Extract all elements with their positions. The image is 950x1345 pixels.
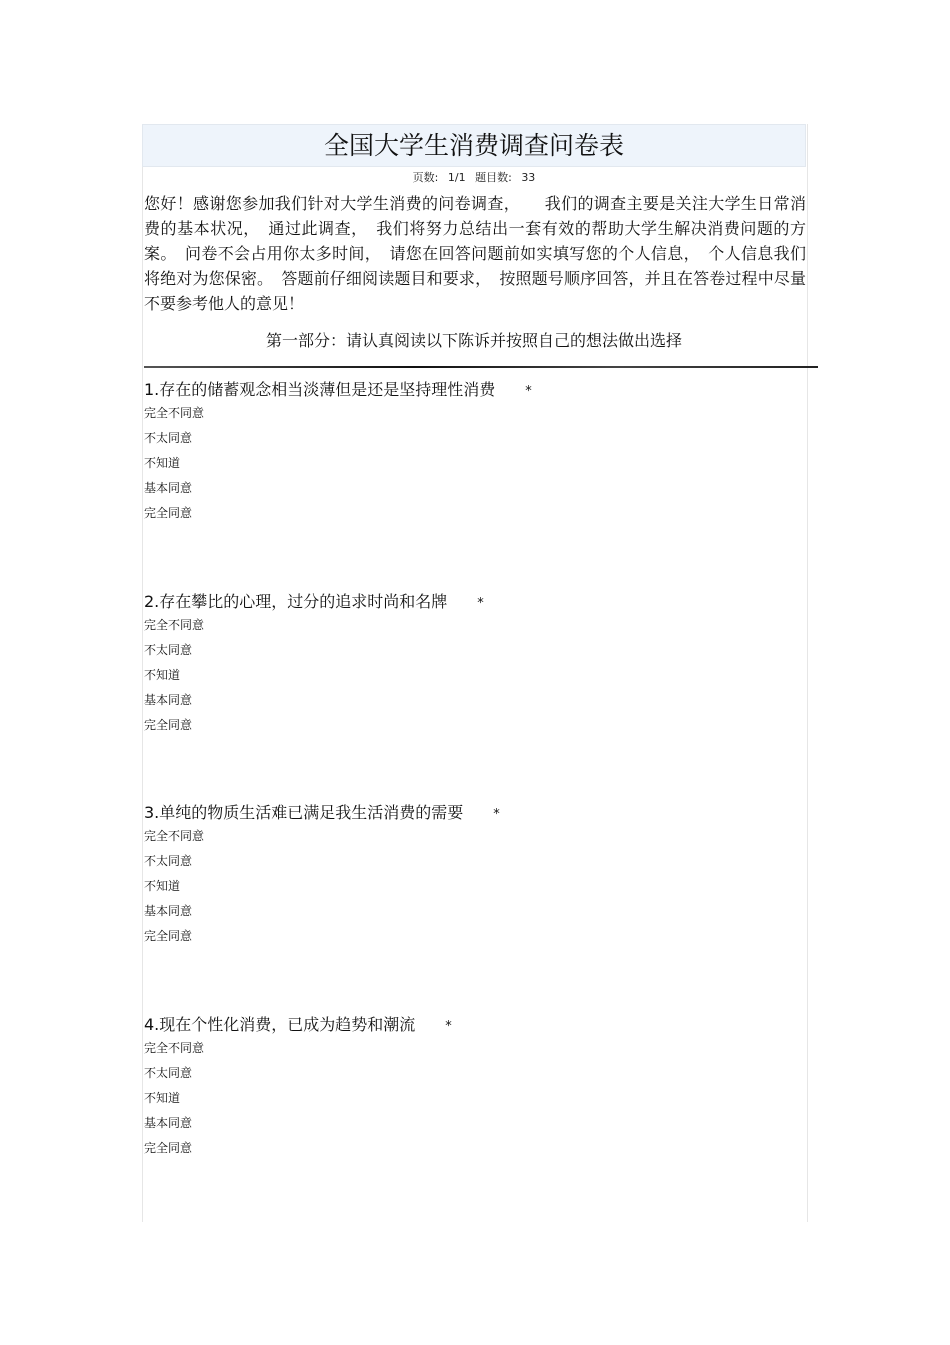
option-strongly-agree[interactable]: 完全同意 [144, 929, 193, 943]
required-mark: * [493, 807, 500, 822]
question-text: 3.单纯的物质生活难已满足我生活消费的需要 [144, 803, 464, 822]
question-3 [144, 802, 744, 949]
section-title: 第一部分：请认真阅读以下陈诉并按照自己的想法做出选择 [265, 331, 682, 350]
survey-intro: 您好！感谢您参加我们针对大学生消费的问卷调查， 我们的调查主要是关注大学生日常消费的基本状况， 通过此调查， 我们将努力总结出一套有效的帮助大学生解决消费问题的方案。 问卷不会占用你太多时间， 请您在回答问题前如实填写您的个人信息， 个人信息我们将绝对为您保密。 答题前仔细阅读题目和要求， 按照题号顺序回答，并且在答卷过程中尽量不要参考他人的意见！ [144, 194, 806, 313]
question-text: 1.存在的储蓄观念相当淡薄但是还是坚持理性消费 [144, 380, 496, 399]
option-strongly-agree[interactable]: 完全同意 [144, 1141, 193, 1155]
question-2 [144, 591, 744, 738]
option-strongly-disagree[interactable]: 完全不同意 [144, 406, 205, 420]
survey-meta [142, 169, 806, 185]
question-text: 2.存在攀比的心理，过分的追求时尚和名牌 [144, 592, 448, 611]
required-mark: * [445, 1019, 452, 1034]
survey-title: 全国大学生消费调查问卷表 [142, 124, 806, 167]
option-agree[interactable]: 基本同意 [144, 481, 193, 495]
option-unsure[interactable]: 不知道 [144, 456, 181, 470]
option-strongly-agree[interactable]: 完全同意 [144, 718, 193, 732]
option-strongly-disagree[interactable]: 完全不同意 [144, 829, 205, 843]
question-text: 4.现在个性化消费，已成为趋势和潮流 [144, 1015, 416, 1034]
option-strongly-disagree[interactable]: 完全不同意 [144, 1041, 205, 1055]
question-count-label: 题目数: [475, 171, 512, 184]
option-agree[interactable]: 基本同意 [144, 693, 193, 707]
option-disagree[interactable]: 不太同意 [144, 643, 193, 657]
option-strongly-agree[interactable]: 完全同意 [144, 506, 193, 520]
option-agree[interactable]: 基本同意 [144, 904, 193, 918]
section-divider [144, 366, 818, 368]
required-mark: * [477, 596, 484, 611]
option-unsure[interactable]: 不知道 [144, 879, 181, 893]
pages-value: 1/1 [447, 171, 466, 184]
option-agree[interactable]: 基本同意 [144, 1116, 193, 1130]
option-disagree[interactable]: 不太同意 [144, 431, 193, 445]
question-title [144, 379, 744, 401]
option-strongly-disagree[interactable]: 完全不同意 [144, 618, 205, 632]
question-1 [144, 379, 744, 526]
pages-label: 页数: [412, 171, 439, 184]
question-title [144, 591, 744, 613]
option-unsure[interactable]: 不知道 [144, 668, 181, 682]
option-unsure[interactable]: 不知道 [144, 1091, 181, 1105]
question-4 [144, 1014, 744, 1161]
option-disagree[interactable]: 不太同意 [144, 1066, 193, 1080]
option-disagree[interactable]: 不太同意 [144, 854, 193, 868]
question-count-value: 33 [521, 171, 536, 184]
required-mark: * [525, 384, 532, 399]
question-title [144, 802, 744, 824]
question-title [144, 1014, 744, 1036]
